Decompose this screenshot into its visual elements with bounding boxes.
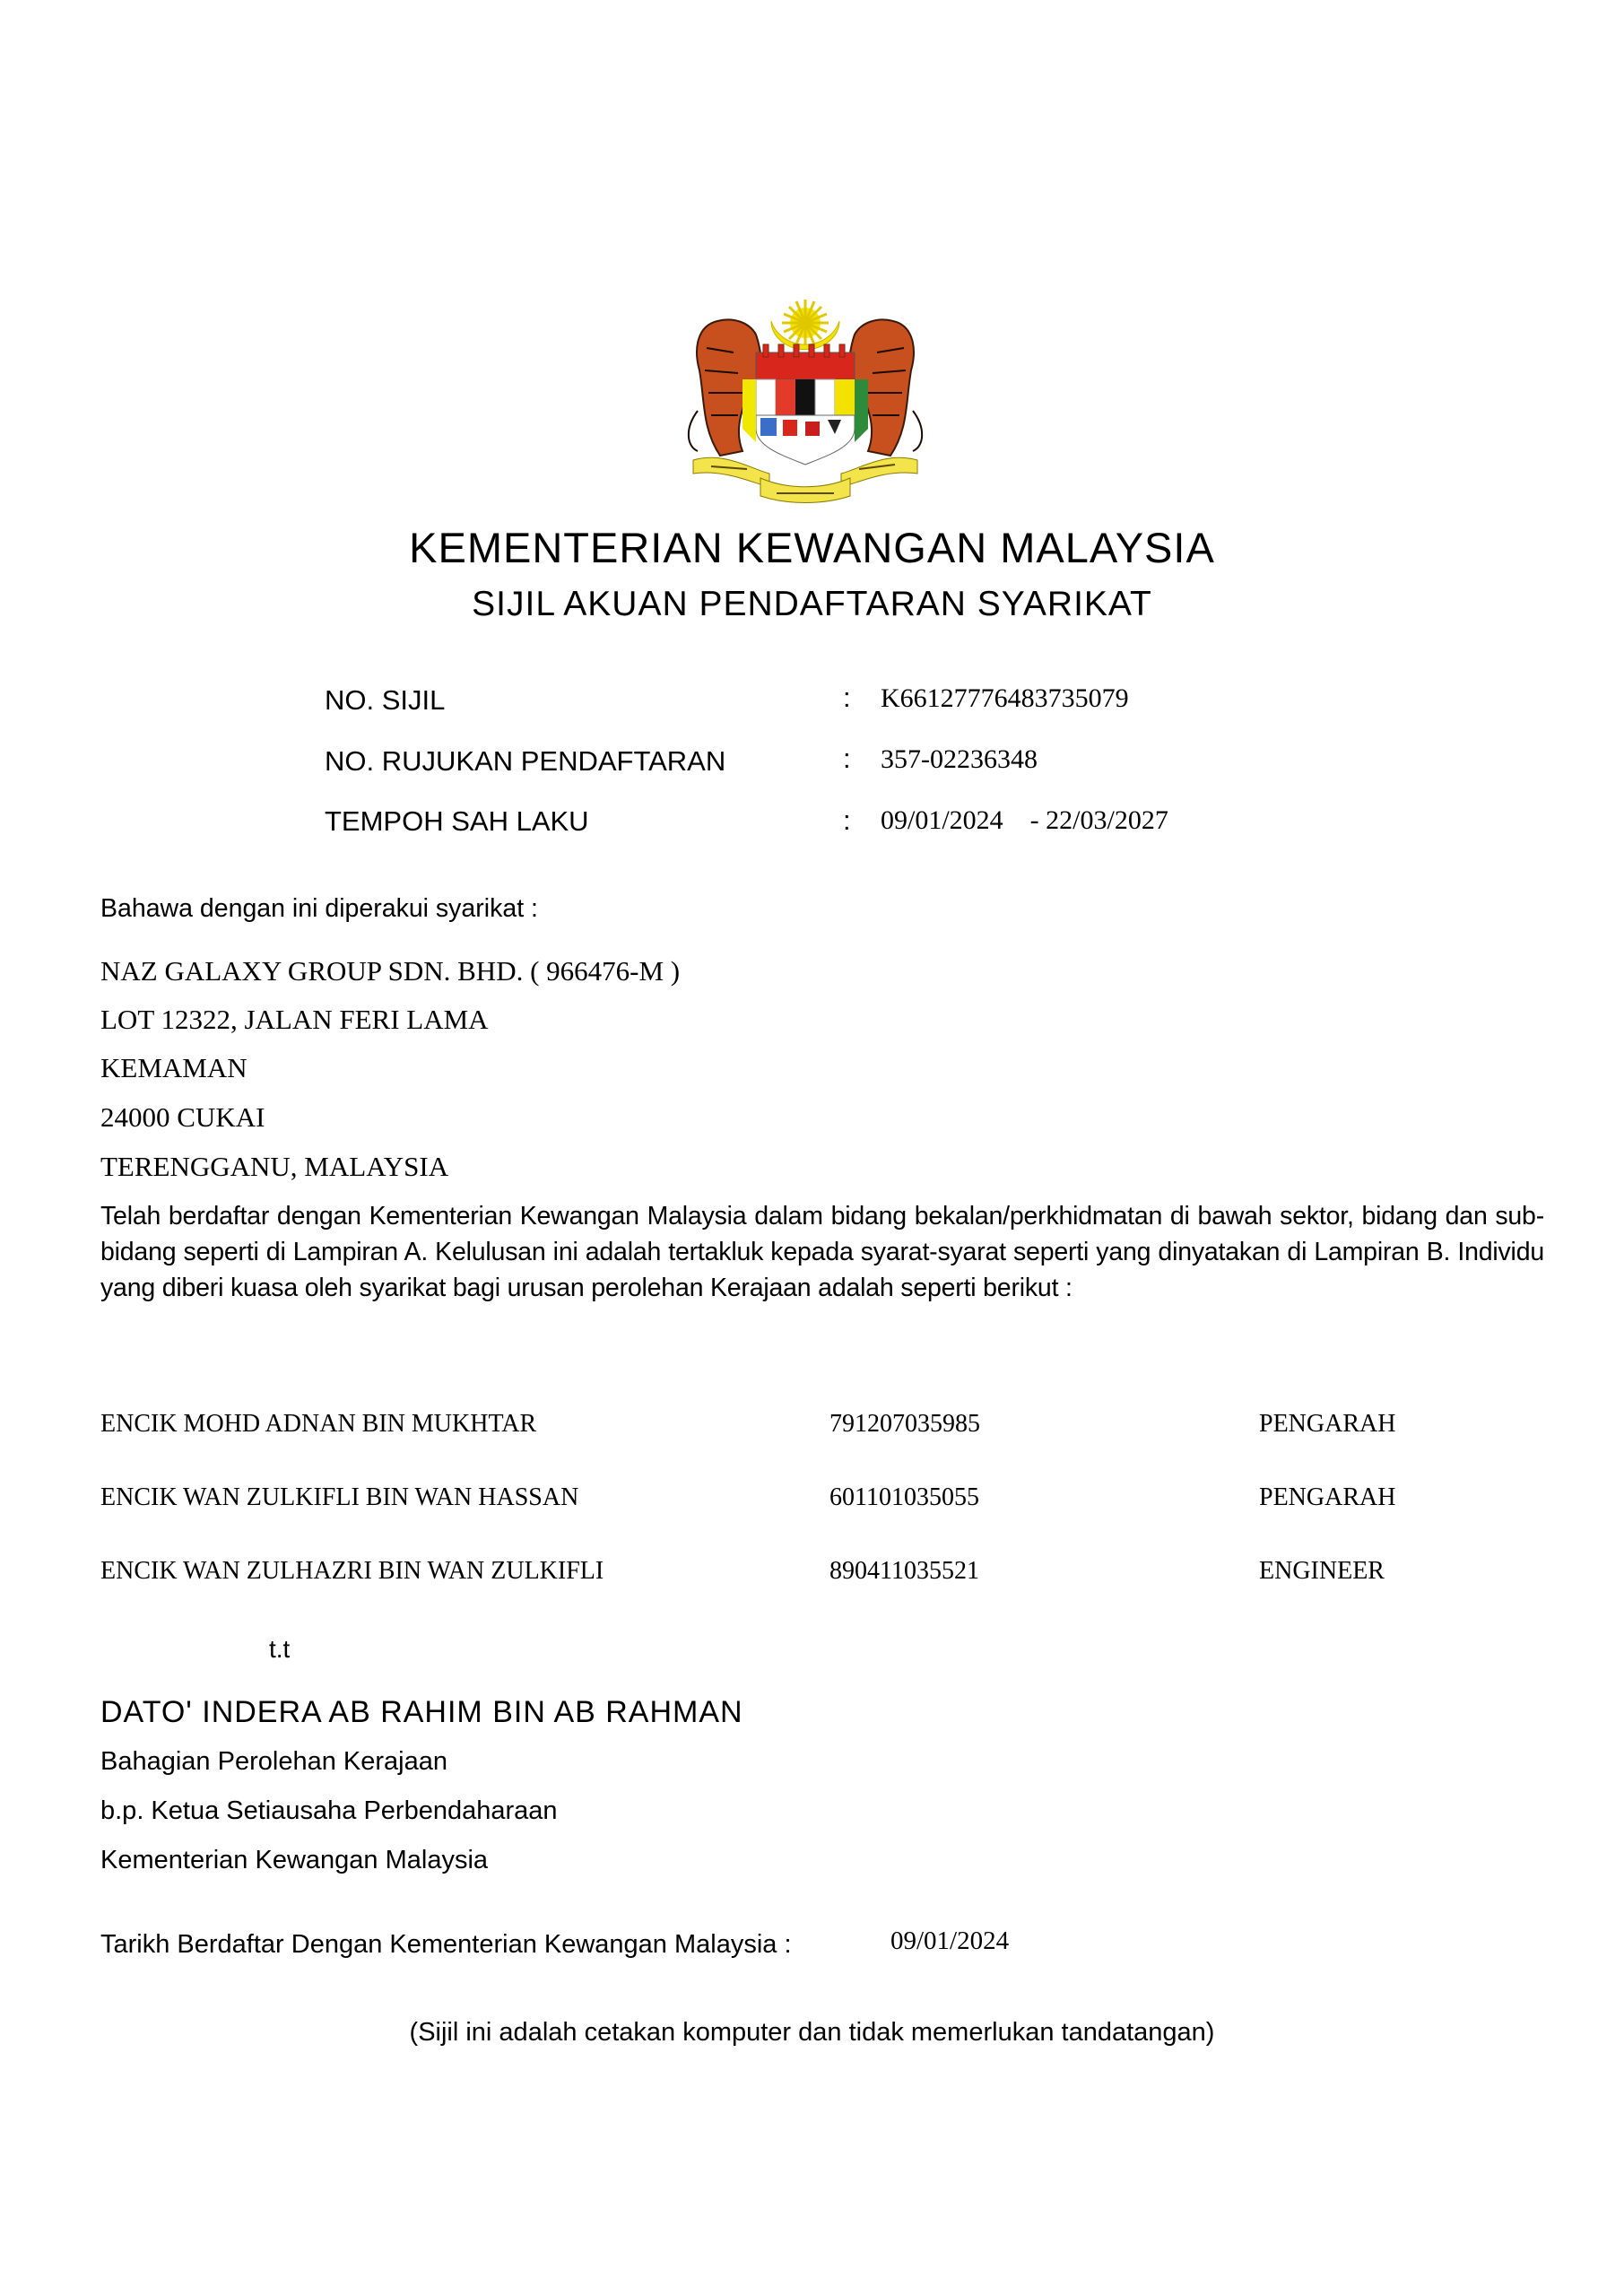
- company-address-line: LOT 12322, JALAN FERI LAMA: [100, 1004, 489, 1035]
- authorized-person-role: ENGINEER: [1259, 1557, 1385, 1585]
- registration-date-value: 09/01/2024: [890, 1926, 1010, 1955]
- authorized-person-name: ENCIK WAN ZULKIFLI BIN WAN HASSAN: [100, 1483, 579, 1511]
- certification-intro: Bahawa dengan ini diperakui syarikat :: [100, 894, 538, 923]
- certificate-number-value: K66127776483735079: [881, 683, 1129, 713]
- signatory-on-behalf: b.p. Ketua Setiausaha Perbendaharaan: [100, 1796, 558, 1825]
- coat-of-arms-emblem: [671, 285, 940, 505]
- registration-reference-label: NO. RUJUKAN PENDAFTARAN: [325, 745, 726, 777]
- authorized-person-role: PENGARAH: [1259, 1483, 1396, 1511]
- colon: :: [843, 804, 851, 836]
- company-name: NAZ GALAXY GROUP SDN. BHD. ( 966476-M ): [100, 955, 681, 987]
- registration-date-label: Tarikh Berdaftar Dengan Kementerian Kewangan Malaysia :: [100, 1930, 792, 1959]
- signatory-division: Bahagian Perolehan Kerajaan: [100, 1747, 447, 1776]
- computer-generated-note: (Sijil ini adalah cetakan komputer dan tidak memerlukan tandatangan): [409, 2018, 1215, 2047]
- authorized-person-role: PENGARAH: [1259, 1410, 1396, 1438]
- validity-period-value: 09/01/2024 - 22/03/2027: [881, 805, 1168, 835]
- registration-reference-value: 357-02236348: [881, 744, 1038, 774]
- coat-of-arms-icon: [671, 285, 940, 505]
- colon: :: [843, 743, 851, 774]
- authorized-person-ic: 791207035985: [829, 1410, 980, 1438]
- company-address-line: TERENGGANU, MALAYSIA: [100, 1151, 449, 1182]
- signed-marker: t.t: [269, 1635, 291, 1663]
- authorized-person-name: ENCIK WAN ZULHAZRI BIN WAN ZULKIFLI: [100, 1557, 604, 1585]
- validity-period-label: TEMPOH SAH LAKU: [325, 805, 589, 837]
- signatory-ministry: Kementerian Kewangan Malaysia: [100, 1846, 489, 1874]
- authorized-person-name: ENCIK MOHD ADNAN BIN MUKHTAR: [100, 1410, 537, 1438]
- ministry-title: KEMENTERIAN KEWANGAN MALAYSIA: [409, 524, 1215, 571]
- company-address-line: KEMAMAN: [100, 1052, 248, 1083]
- authorized-person-ic: 601101035055: [829, 1483, 979, 1511]
- certificate-title: SIJIL AKUAN PENDAFTARAN SYARIKAT: [472, 585, 1152, 623]
- certificate-number-label: NO. SIJIL: [325, 684, 446, 716]
- signatory-name: DATO' INDERA AB RAHIM BIN AB RAHMAN: [100, 1695, 743, 1729]
- authorized-person-ic: 890411035521: [829, 1557, 979, 1585]
- company-address-line: 24000 CUKAI: [100, 1101, 265, 1133]
- registration-statement: Telah berdaftar dengan Kementerian Kewangan Malaysia dalam bidang bekalan/perkhidmatan di bawah sektor, bidang dan sub-bidang seperti di Lampiran A. Kelulusan ini adalah tertakluk kepada syarat-syarat seperti yang dinyatakan di Lampiran B. Individu yang diberi kuasa oleh syarikat bagi urusan perolehan Kerajaan adalah seperti berikut :: [100, 1202, 1544, 1302]
- colon: :: [843, 682, 851, 713]
